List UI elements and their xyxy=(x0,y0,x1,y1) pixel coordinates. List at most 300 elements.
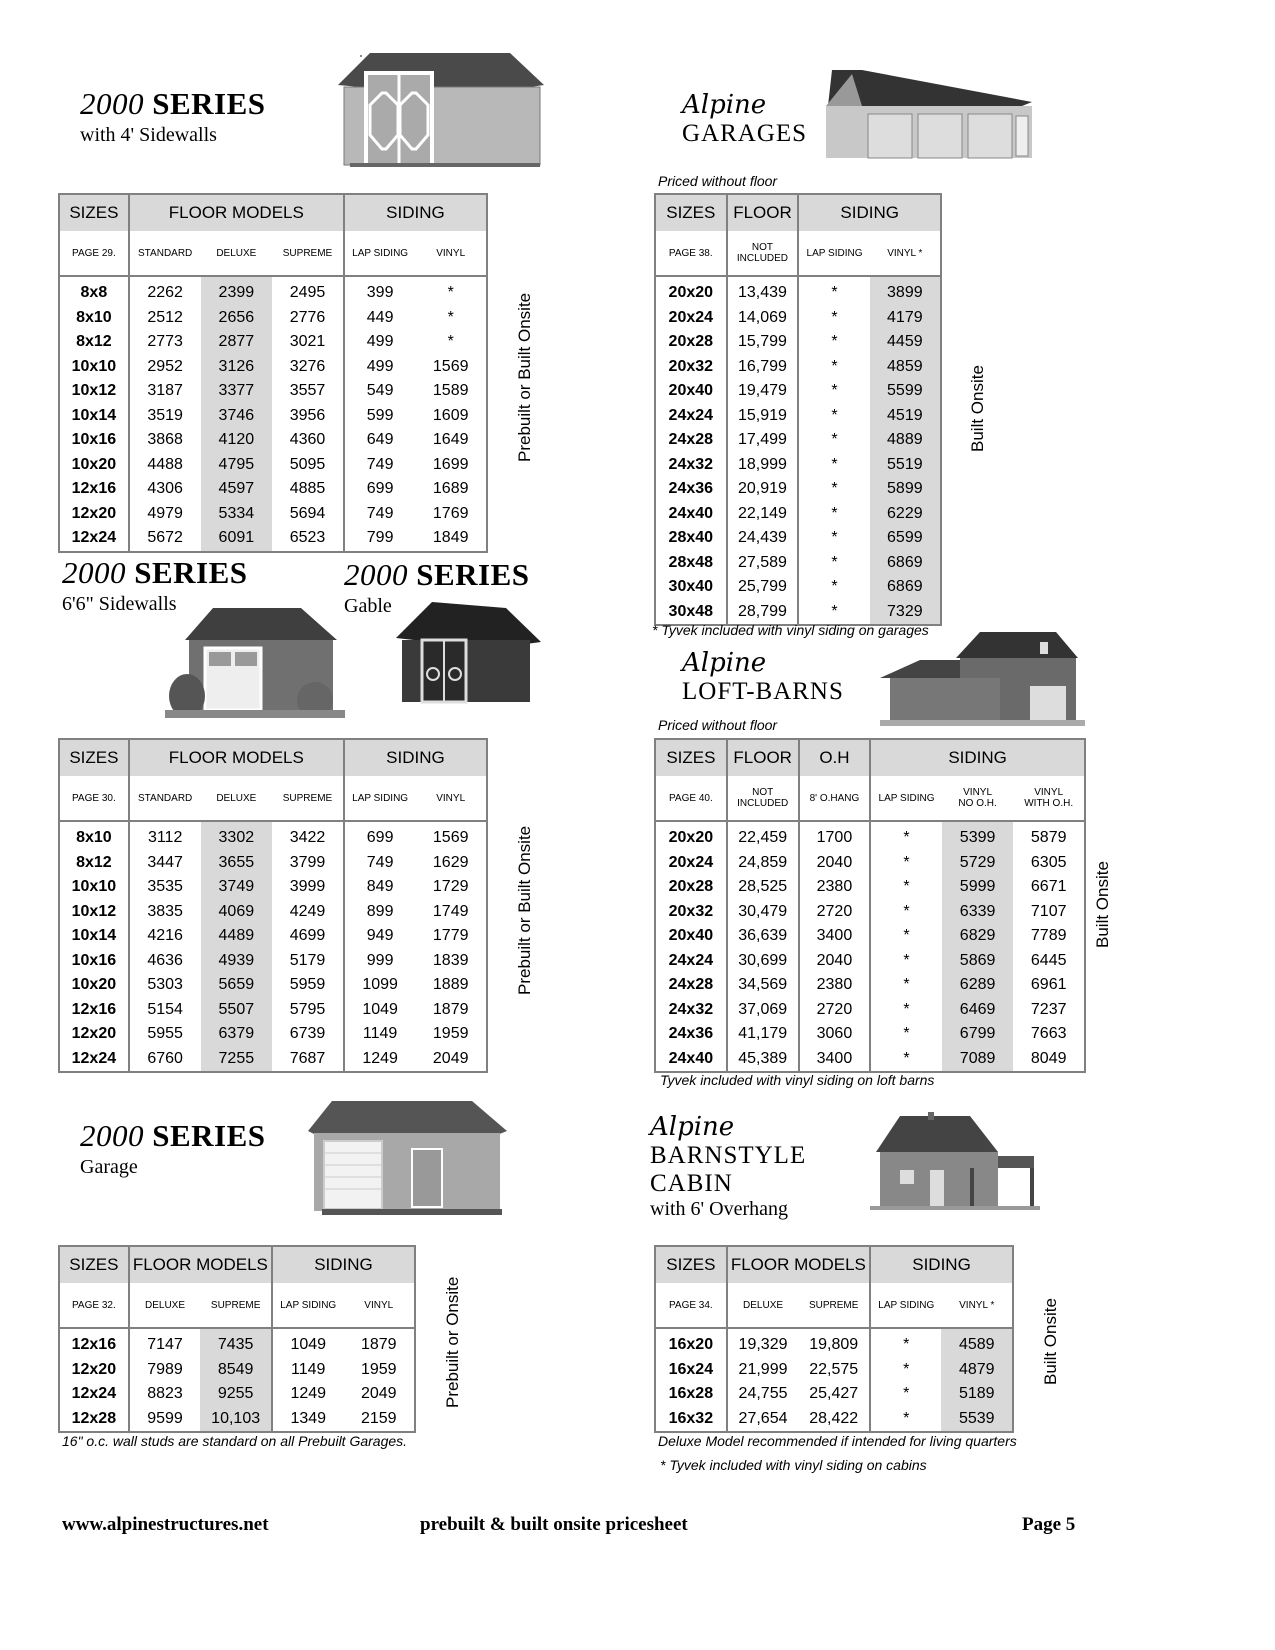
table-row xyxy=(655,330,941,355)
price-cell: 30,699 xyxy=(727,949,799,974)
price-cell: 4489 xyxy=(201,924,273,949)
col-vinyl: VINYL xyxy=(415,776,487,821)
table-row xyxy=(655,276,941,306)
price-cell: 5955 xyxy=(129,1022,201,1047)
size-cell: 12x20 xyxy=(71,1025,117,1043)
price-cell: 5959 xyxy=(289,976,326,994)
col-vinyl-no-oh xyxy=(942,776,1014,821)
size-cell: 24x40 xyxy=(668,504,714,522)
price-cell: 699 xyxy=(344,821,416,851)
price-cell: 4859 xyxy=(870,355,941,380)
sizes-header: SIZES xyxy=(655,1246,727,1283)
price-cell: 8049 xyxy=(1030,1049,1067,1067)
table-row xyxy=(655,1358,1013,1383)
price-cell: * xyxy=(870,1328,941,1358)
garages-note-bottom: * Tyvek included with vinyl siding on garages xyxy=(652,622,929,638)
price-cell: 4249 xyxy=(289,902,326,920)
price-cell: 3868 xyxy=(129,428,201,453)
price-cell: 7237 xyxy=(1030,1000,1067,1018)
price-cell: 599 xyxy=(344,404,416,429)
price-cell: 15,919 xyxy=(727,404,799,429)
price-cell: 28,525 xyxy=(727,875,799,900)
price-cell: * xyxy=(798,453,869,478)
price-cell: 3535 xyxy=(129,875,201,900)
col-supreme: SUPREME xyxy=(272,231,344,276)
price-cell: * xyxy=(870,1382,941,1407)
table-row xyxy=(59,949,487,974)
table-row xyxy=(59,404,487,429)
price-cell: 5694 xyxy=(289,504,326,522)
price-cell: 5154 xyxy=(129,998,201,1023)
price-cell: 1629 xyxy=(432,853,469,871)
table-row xyxy=(59,821,487,851)
price-cell: 22,149 xyxy=(727,502,799,527)
price-cell: 8823 xyxy=(129,1382,201,1407)
size-cell: 10x20 xyxy=(71,455,117,473)
size-cell: 16x32 xyxy=(668,1409,714,1427)
price-cell: 1879 xyxy=(360,1336,397,1354)
size-cell: 20x40 xyxy=(668,382,714,400)
page-ref: PAGE 40. xyxy=(655,776,727,821)
col-not-included xyxy=(727,231,799,276)
price-cell: 1779 xyxy=(432,927,469,945)
size-cell: 16x28 xyxy=(668,1385,714,1403)
price-cell: * xyxy=(798,306,869,331)
garage-note: 16" o.c. wall studs are standard on all Prebuilt Garages. xyxy=(62,1433,408,1449)
section-title: GARAGES xyxy=(682,120,808,147)
section-title-line2: CABIN xyxy=(650,1170,733,1197)
price-cell: 18,999 xyxy=(727,453,799,478)
garages-note-top: Priced without floor xyxy=(658,173,778,189)
table-row xyxy=(59,355,487,380)
col-vinyl: VINYL xyxy=(415,231,487,276)
price-cell: 1769 xyxy=(432,504,469,522)
price-cell: 7255 xyxy=(201,1047,273,1073)
size-cell: 8x10 xyxy=(76,308,112,326)
price-cell: 499 xyxy=(344,355,416,380)
price-cell: 19,329 xyxy=(727,1328,799,1358)
price-cell: 24,859 xyxy=(727,851,799,876)
price-cell: 3835 xyxy=(129,900,201,925)
loft-barns-heading xyxy=(682,648,844,706)
price-cell: 3302 xyxy=(201,821,273,851)
size-cell: 12x16 xyxy=(71,1336,117,1354)
table-row xyxy=(59,1407,415,1433)
floor-models-header: FLOOR MODELS xyxy=(129,194,344,231)
table-row xyxy=(59,379,487,404)
footer-title: prebuilt & built onsite pricesheet xyxy=(420,1514,688,1535)
barn-shed-6ft-image xyxy=(165,604,345,720)
price-cell: 2049 xyxy=(432,1049,469,1067)
price-cell: 899 xyxy=(344,900,416,925)
price-cell: 14,069 xyxy=(727,306,799,331)
price-cell: 1249 xyxy=(272,1382,344,1407)
price-cell: * xyxy=(870,1022,942,1047)
price-cell: 28,799 xyxy=(727,600,799,626)
floor-models-header: FLOOR MODELS xyxy=(727,1246,870,1283)
price-cell: 3377 xyxy=(201,379,273,404)
price-cell: 7329 xyxy=(870,600,941,626)
side-label: Prebuilt or Onsite xyxy=(443,1276,462,1408)
size-cell: 24x32 xyxy=(668,1000,714,1018)
price-cell: * xyxy=(798,600,869,626)
price-cell: 4699 xyxy=(289,927,326,945)
col-standard: STANDARD xyxy=(129,776,201,821)
price-cell: 6869 xyxy=(870,575,941,600)
price-cell: 699 xyxy=(344,477,416,502)
series-number: 2000 xyxy=(80,1118,144,1153)
price-cell: 1569 xyxy=(432,829,469,847)
col-deluxe: DELUXE xyxy=(727,1283,799,1328)
price-cell: 649 xyxy=(344,428,416,453)
price-cell: 1889 xyxy=(432,976,469,994)
price-cell: 2495 xyxy=(289,284,326,302)
price-cell: 5869 xyxy=(942,949,1014,974)
price-cell: 5539 xyxy=(941,1407,1013,1433)
price-cell: 1729 xyxy=(432,878,469,896)
col-vinyl-with-oh xyxy=(1013,776,1085,821)
page-ref: PAGE 30. xyxy=(59,776,129,821)
price-cell: 7089 xyxy=(942,1047,1014,1073)
table-row xyxy=(655,551,941,576)
size-cell: 10x16 xyxy=(71,951,117,969)
price-cell: 25,799 xyxy=(727,575,799,600)
size-cell: 10x12 xyxy=(71,382,117,400)
price-cell: 4939 xyxy=(201,949,273,974)
table-row xyxy=(59,1047,487,1073)
price-cell: 1149 xyxy=(272,1358,344,1383)
price-cell: 749 xyxy=(344,453,416,478)
table-row xyxy=(59,526,487,552)
table-row xyxy=(59,428,487,453)
col-lap-siding: LAP SIDING xyxy=(344,776,416,821)
siding-header: SIDING xyxy=(344,739,487,776)
size-cell: 20x20 xyxy=(668,284,714,302)
table-row xyxy=(59,330,487,355)
price-cell: 4459 xyxy=(870,330,941,355)
price-cell: 1589 xyxy=(432,382,469,400)
table-row xyxy=(655,477,941,502)
size-cell: 12x20 xyxy=(71,1360,117,1378)
price-cell: * xyxy=(870,900,942,925)
price-cell: 27,654 xyxy=(727,1407,799,1433)
table-row xyxy=(655,1382,1013,1407)
col-not-included xyxy=(727,776,799,821)
table-row xyxy=(655,404,941,429)
size-cell: 12x16 xyxy=(71,1000,117,1018)
price-cell: 1959 xyxy=(432,1025,469,1043)
size-cell: 12x28 xyxy=(71,1409,117,1427)
cabin-image xyxy=(870,1110,1040,1210)
price-cell: 22,575 xyxy=(809,1360,859,1378)
price-cell: 7107 xyxy=(1030,902,1067,920)
size-cell: 10x12 xyxy=(71,902,117,920)
price-cell: 6229 xyxy=(870,502,941,527)
size-cell: 10x16 xyxy=(71,431,117,449)
price-cell: 22,459 xyxy=(727,821,799,851)
price-cell: 37,069 xyxy=(727,998,799,1023)
table-row xyxy=(655,502,941,527)
price-cell: 4885 xyxy=(289,480,326,498)
price-cell: 2040 xyxy=(799,851,871,876)
price-cell: 6799 xyxy=(942,1022,1014,1047)
col-supreme: SUPREME xyxy=(272,776,344,821)
page-ref: PAGE 32. xyxy=(59,1283,129,1328)
price-cell: 4120 xyxy=(201,428,273,453)
price-cell: 749 xyxy=(344,502,416,527)
table-row xyxy=(59,1358,415,1383)
price-cell: * xyxy=(798,379,869,404)
series-garage-heading xyxy=(80,1118,266,1179)
price-cell: 4879 xyxy=(941,1358,1013,1383)
table-row xyxy=(655,1047,1085,1073)
col-lap-siding: LAP SIDING xyxy=(798,231,869,276)
series-4ft-heading xyxy=(80,86,266,147)
table-row xyxy=(655,453,941,478)
loft-note-top: Priced without floor xyxy=(658,717,778,733)
brand-script: Alpine xyxy=(682,648,767,678)
series-subtitle: Gable xyxy=(344,595,392,617)
price-cell: 3400 xyxy=(799,1047,871,1073)
col-vinyl: VINYL * xyxy=(870,231,941,276)
price-cell: 3447 xyxy=(129,851,201,876)
price-cell: 3899 xyxy=(870,276,941,306)
price-cell: 3999 xyxy=(289,878,326,896)
price-cell: 4636 xyxy=(129,949,201,974)
price-cell: 6961 xyxy=(1030,976,1067,994)
price-cell: 1149 xyxy=(344,1022,416,1047)
price-cell: * xyxy=(870,949,942,974)
with-oh-label: WITH O.H. xyxy=(1024,798,1074,809)
price-cell: 6523 xyxy=(289,529,326,547)
price-cell: * xyxy=(798,526,869,551)
price-cell: 6289 xyxy=(942,973,1014,998)
price-cell: 3956 xyxy=(289,406,326,424)
price-cell: 6869 xyxy=(870,551,941,576)
vinyl-label: VINYL xyxy=(1034,787,1064,798)
price-cell: * xyxy=(447,333,454,351)
price-cell: 25,427 xyxy=(809,1385,859,1403)
barn-shed-4ft-image xyxy=(330,45,552,170)
price-cell: 5189 xyxy=(941,1382,1013,1407)
price-cell: 6829 xyxy=(942,924,1014,949)
table-row xyxy=(59,306,487,331)
not-label: NOT xyxy=(752,787,774,798)
price-cell: * xyxy=(798,404,869,429)
price-cell: 15,799 xyxy=(727,330,799,355)
col-lap-siding: LAP SIDING xyxy=(344,231,416,276)
size-cell: 20x24 xyxy=(668,308,714,326)
price-cell: 2399 xyxy=(201,276,273,306)
series-number: 2000 xyxy=(344,557,408,592)
price-cell: 499 xyxy=(344,330,416,355)
price-cell: 45,389 xyxy=(727,1047,799,1073)
side-label: Built Onsite xyxy=(1041,1298,1060,1385)
size-cell: 10x10 xyxy=(71,878,117,896)
table-row xyxy=(59,851,487,876)
garages-price-table xyxy=(654,193,942,626)
series-word: SERIES xyxy=(152,86,266,121)
col-deluxe: DELUXE xyxy=(201,231,273,276)
size-cell: 24x40 xyxy=(668,1049,714,1067)
not-label: NOT xyxy=(751,242,774,253)
price-cell: * xyxy=(798,428,869,453)
table-row xyxy=(59,477,487,502)
price-cell: 1839 xyxy=(432,951,469,969)
price-cell: * xyxy=(870,1407,941,1433)
price-cell: 7147 xyxy=(129,1328,201,1358)
series-4ft-price-table xyxy=(58,193,488,553)
floor-header: FLOOR xyxy=(727,194,799,231)
footer-website: www.alpinestructures.net xyxy=(62,1514,269,1535)
table-row xyxy=(655,1328,1013,1358)
included-label: INCLUDED xyxy=(736,253,789,264)
price-cell: 4179 xyxy=(870,306,941,331)
col-supreme: SUPREME xyxy=(798,1283,870,1328)
price-cell: 3799 xyxy=(289,853,326,871)
sizes-header: SIZES xyxy=(655,739,727,776)
price-cell: 4589 xyxy=(941,1328,1013,1358)
price-cell: 3557 xyxy=(289,382,326,400)
size-cell: 8x10 xyxy=(76,829,112,847)
size-cell: 8x8 xyxy=(80,284,108,302)
price-cell: 4519 xyxy=(870,404,941,429)
table-row xyxy=(59,875,487,900)
price-cell: 6671 xyxy=(1030,878,1067,896)
table-row xyxy=(59,973,487,998)
size-cell: 28x48 xyxy=(668,553,714,571)
price-cell: * xyxy=(447,284,454,302)
price-cell: * xyxy=(798,551,869,576)
siding-header: SIDING xyxy=(344,194,487,231)
side-label: Built Onsite xyxy=(1093,861,1112,948)
size-cell: 20x28 xyxy=(668,878,714,896)
price-cell: 4597 xyxy=(201,477,273,502)
price-cell: 4979 xyxy=(129,502,201,527)
price-cell: 5303 xyxy=(129,973,201,998)
price-cell: 4795 xyxy=(201,453,273,478)
overhang-header: O.H xyxy=(799,739,871,776)
table-row xyxy=(59,1382,415,1407)
price-cell: * xyxy=(870,1358,941,1383)
size-cell: 16x20 xyxy=(668,1336,714,1354)
price-cell: 4360 xyxy=(289,431,326,449)
section-subtitle: with 6' Overhang xyxy=(650,1198,789,1220)
price-cell: 5179 xyxy=(289,951,326,969)
table-row xyxy=(655,949,1085,974)
price-cell: * xyxy=(870,875,942,900)
price-cell: 7789 xyxy=(1030,927,1067,945)
price-cell: 16,799 xyxy=(727,355,799,380)
price-cell: 2773 xyxy=(129,330,201,355)
series-word: SERIES xyxy=(134,555,248,590)
price-cell: 3749 xyxy=(201,875,273,900)
size-cell: 20x32 xyxy=(668,357,714,375)
price-cell: 5599 xyxy=(870,379,941,404)
size-cell: 16x24 xyxy=(668,1360,714,1378)
price-cell: * xyxy=(870,998,942,1023)
table-row xyxy=(59,276,487,306)
side-label: Prebuilt or Built Onsite xyxy=(515,292,534,462)
brand-script: Alpine xyxy=(650,1112,735,1142)
price-cell: 949 xyxy=(344,924,416,949)
price-cell: 3126 xyxy=(201,355,273,380)
price-cell: 1249 xyxy=(344,1047,416,1073)
price-cell: * xyxy=(798,355,869,380)
cabin-price-table xyxy=(654,1245,1014,1433)
price-cell: 6445 xyxy=(1030,951,1067,969)
size-cell: 30x48 xyxy=(668,602,714,620)
series-6ft-price-table xyxy=(58,738,488,1073)
series-number: 2000 xyxy=(80,86,144,121)
price-cell: 36,639 xyxy=(727,924,799,949)
loft-note-bottom: Tyvek included with vinyl siding on loft barns xyxy=(660,1072,935,1088)
price-cell: 13,439 xyxy=(727,276,799,306)
col-vinyl: VINYL * xyxy=(941,1283,1013,1328)
price-cell: * xyxy=(870,1047,942,1073)
price-cell: 5519 xyxy=(870,453,941,478)
sizes-header: SIZES xyxy=(59,739,129,776)
price-cell: 2040 xyxy=(799,949,871,974)
table-row xyxy=(655,924,1085,949)
series-subtitle: 6'6" Sidewalls xyxy=(62,593,177,615)
price-cell: 7663 xyxy=(1030,1025,1067,1043)
col-supreme: SUPREME xyxy=(200,1283,272,1328)
price-cell: 34,569 xyxy=(727,973,799,998)
series-subtitle: Garage xyxy=(80,1156,138,1178)
table-row xyxy=(59,998,487,1023)
price-cell: 41,179 xyxy=(727,1022,799,1047)
price-cell: 5095 xyxy=(289,455,326,473)
size-cell: 28x40 xyxy=(668,529,714,547)
siding-header: SIDING xyxy=(870,739,1085,776)
price-cell: 21,999 xyxy=(727,1358,799,1383)
loft-barn-image xyxy=(880,628,1085,726)
siding-header: SIDING xyxy=(870,1246,1013,1283)
price-cell: 1349 xyxy=(272,1407,344,1433)
size-cell: 30x40 xyxy=(668,578,714,596)
price-cell: 1609 xyxy=(432,406,469,424)
price-cell: 17,499 xyxy=(727,428,799,453)
col-deluxe: DELUXE xyxy=(201,776,273,821)
floor-models-header: FLOOR MODELS xyxy=(129,1246,272,1283)
size-cell: 10x14 xyxy=(71,927,117,945)
price-cell: 28,422 xyxy=(809,1409,859,1427)
price-cell: 3422 xyxy=(289,829,326,847)
price-cell: 6760 xyxy=(129,1047,201,1073)
price-cell: 27,589 xyxy=(727,551,799,576)
price-cell: 2262 xyxy=(129,276,201,306)
price-cell: 2877 xyxy=(201,330,273,355)
price-cell: * xyxy=(870,973,942,998)
price-cell: * xyxy=(870,924,942,949)
included-label: INCLUDED xyxy=(737,798,789,809)
price-cell: 1049 xyxy=(344,998,416,1023)
size-cell: 8x12 xyxy=(76,853,112,871)
price-cell: * xyxy=(798,575,869,600)
price-cell: 1049 xyxy=(272,1328,344,1358)
price-cell: 999 xyxy=(344,949,416,974)
price-cell: 4306 xyxy=(129,477,201,502)
price-cell: 9599 xyxy=(129,1407,201,1433)
series-word: SERIES xyxy=(152,1118,266,1153)
price-cell: 1879 xyxy=(432,1000,469,1018)
price-cell: 5999 xyxy=(942,875,1014,900)
page-ref: PAGE 34. xyxy=(655,1283,727,1328)
price-cell: 2380 xyxy=(799,875,871,900)
garage-shed-image xyxy=(302,1097,512,1219)
price-cell: 3112 xyxy=(129,821,201,851)
